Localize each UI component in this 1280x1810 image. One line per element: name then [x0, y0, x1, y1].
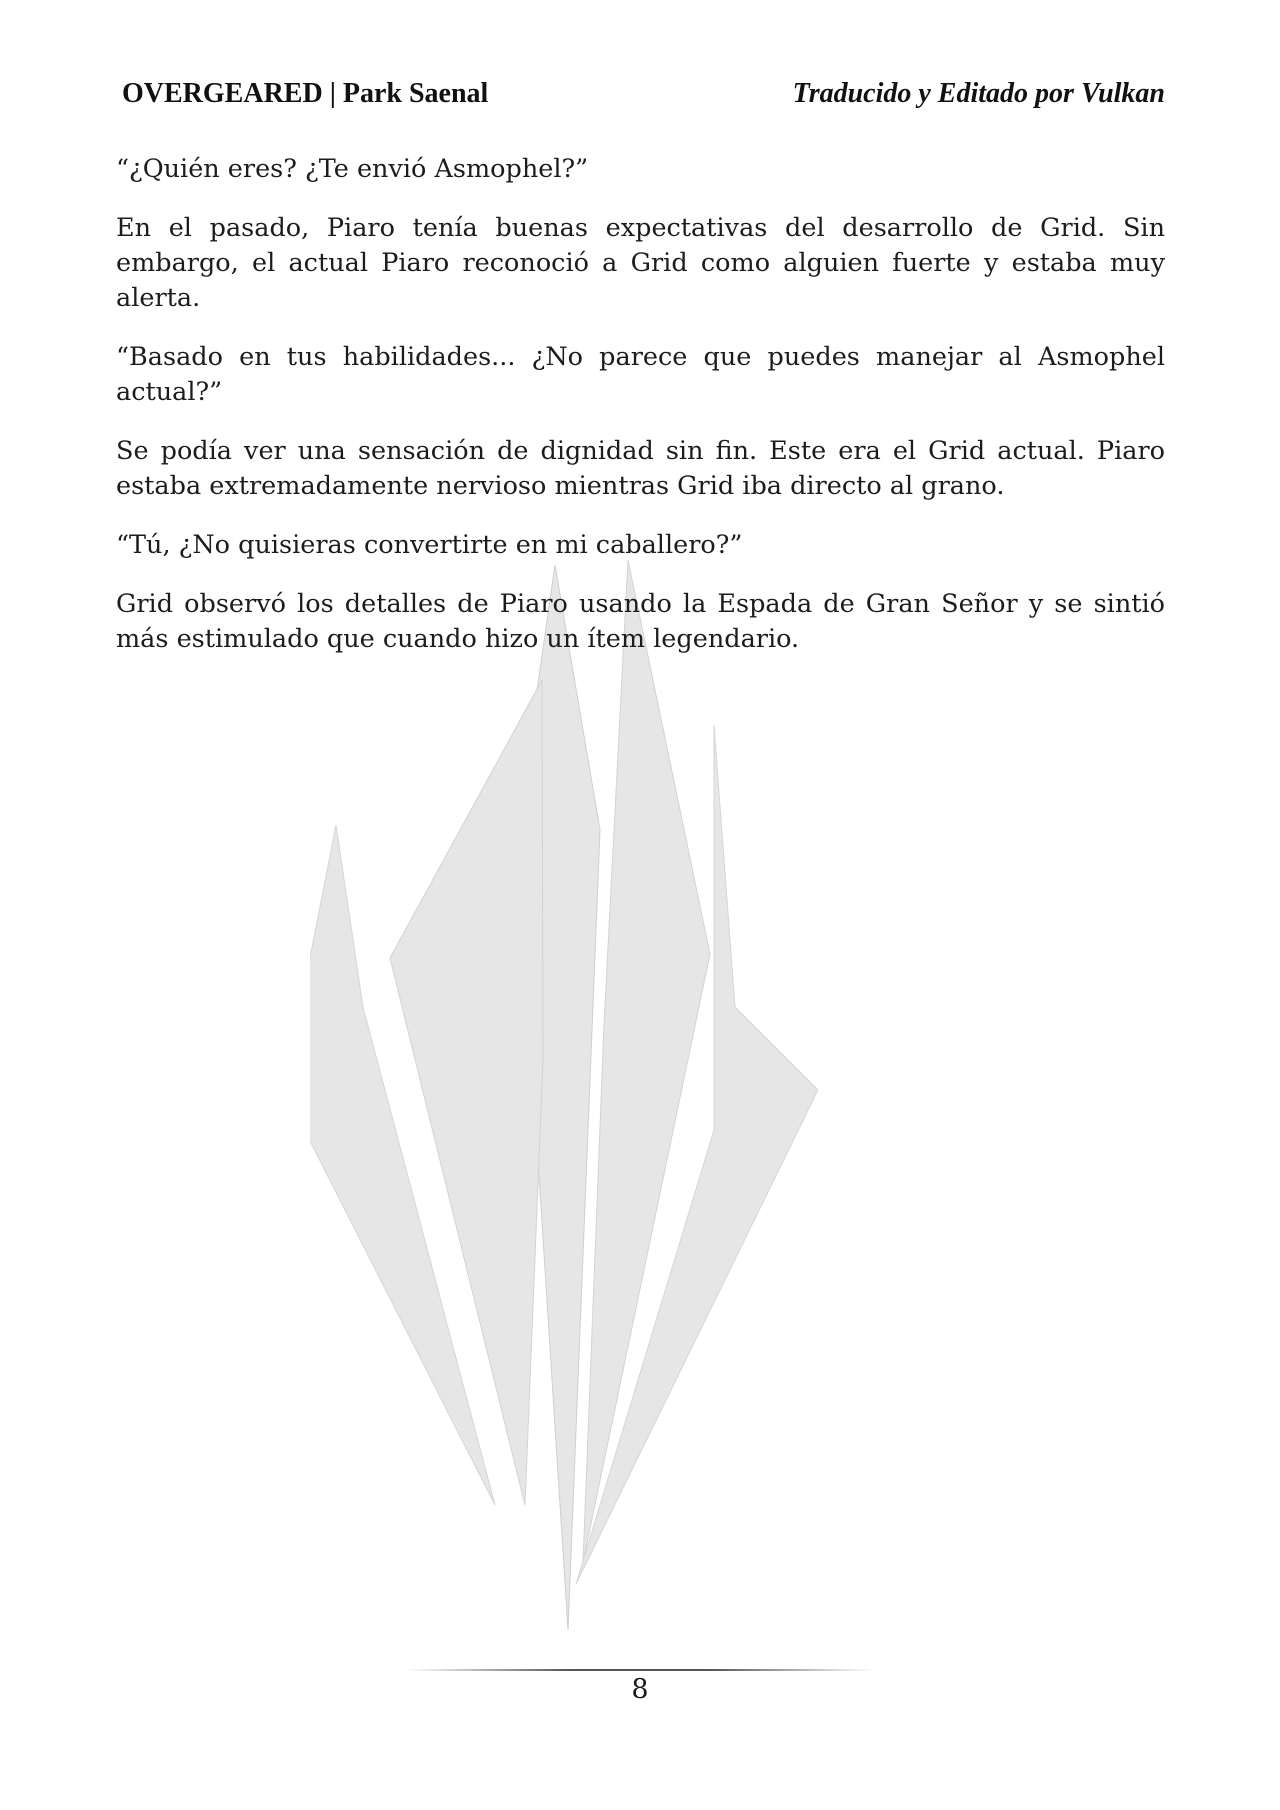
paragraph-5: “Tú, ¿No quisieras convertirte en mi caballero?” [116, 530, 743, 560]
paragraph-2: En el pasado, Piaro tenía buenas expectativas del desarrollo de Grid. Sin embargo, el actual Piaro reconoció a Grid como alguien fuerte y estaba muy alerta. [116, 213, 1165, 313]
paragraph-1: “¿Quién eres? ¿Te envió Asmophel?” [116, 154, 589, 184]
page-header [122, 74, 1165, 114]
page-number: 8 [631, 1674, 649, 1705]
header-title: OVERGEARED | Park Saenal [122, 78, 489, 109]
footer-divider [408, 1668, 872, 1672]
paragraph-3: “Basado en tus habilidades... ¿No parece que puedes manejar al Asmophel actual?” [116, 342, 1165, 407]
watermark-blade-inner-left [390, 680, 543, 1505]
flame-watermark-icon [310, 560, 970, 1640]
body-text [116, 152, 1165, 681]
paragraph-6: Grid observó los detalles de Piaro usando la Espada de Gran Señor y se sintió más estimulado que cuando hizo un ítem legendario. [116, 589, 1165, 654]
paragraph-4: Se podía ver una sensación de dignidad sin fin. Este era el Grid actual. Piaro estaba extremadamente nervioso mientras Grid iba directo al grano. [116, 436, 1165, 501]
header-credit: Traducido y Editado por Vulkan [792, 78, 1165, 109]
